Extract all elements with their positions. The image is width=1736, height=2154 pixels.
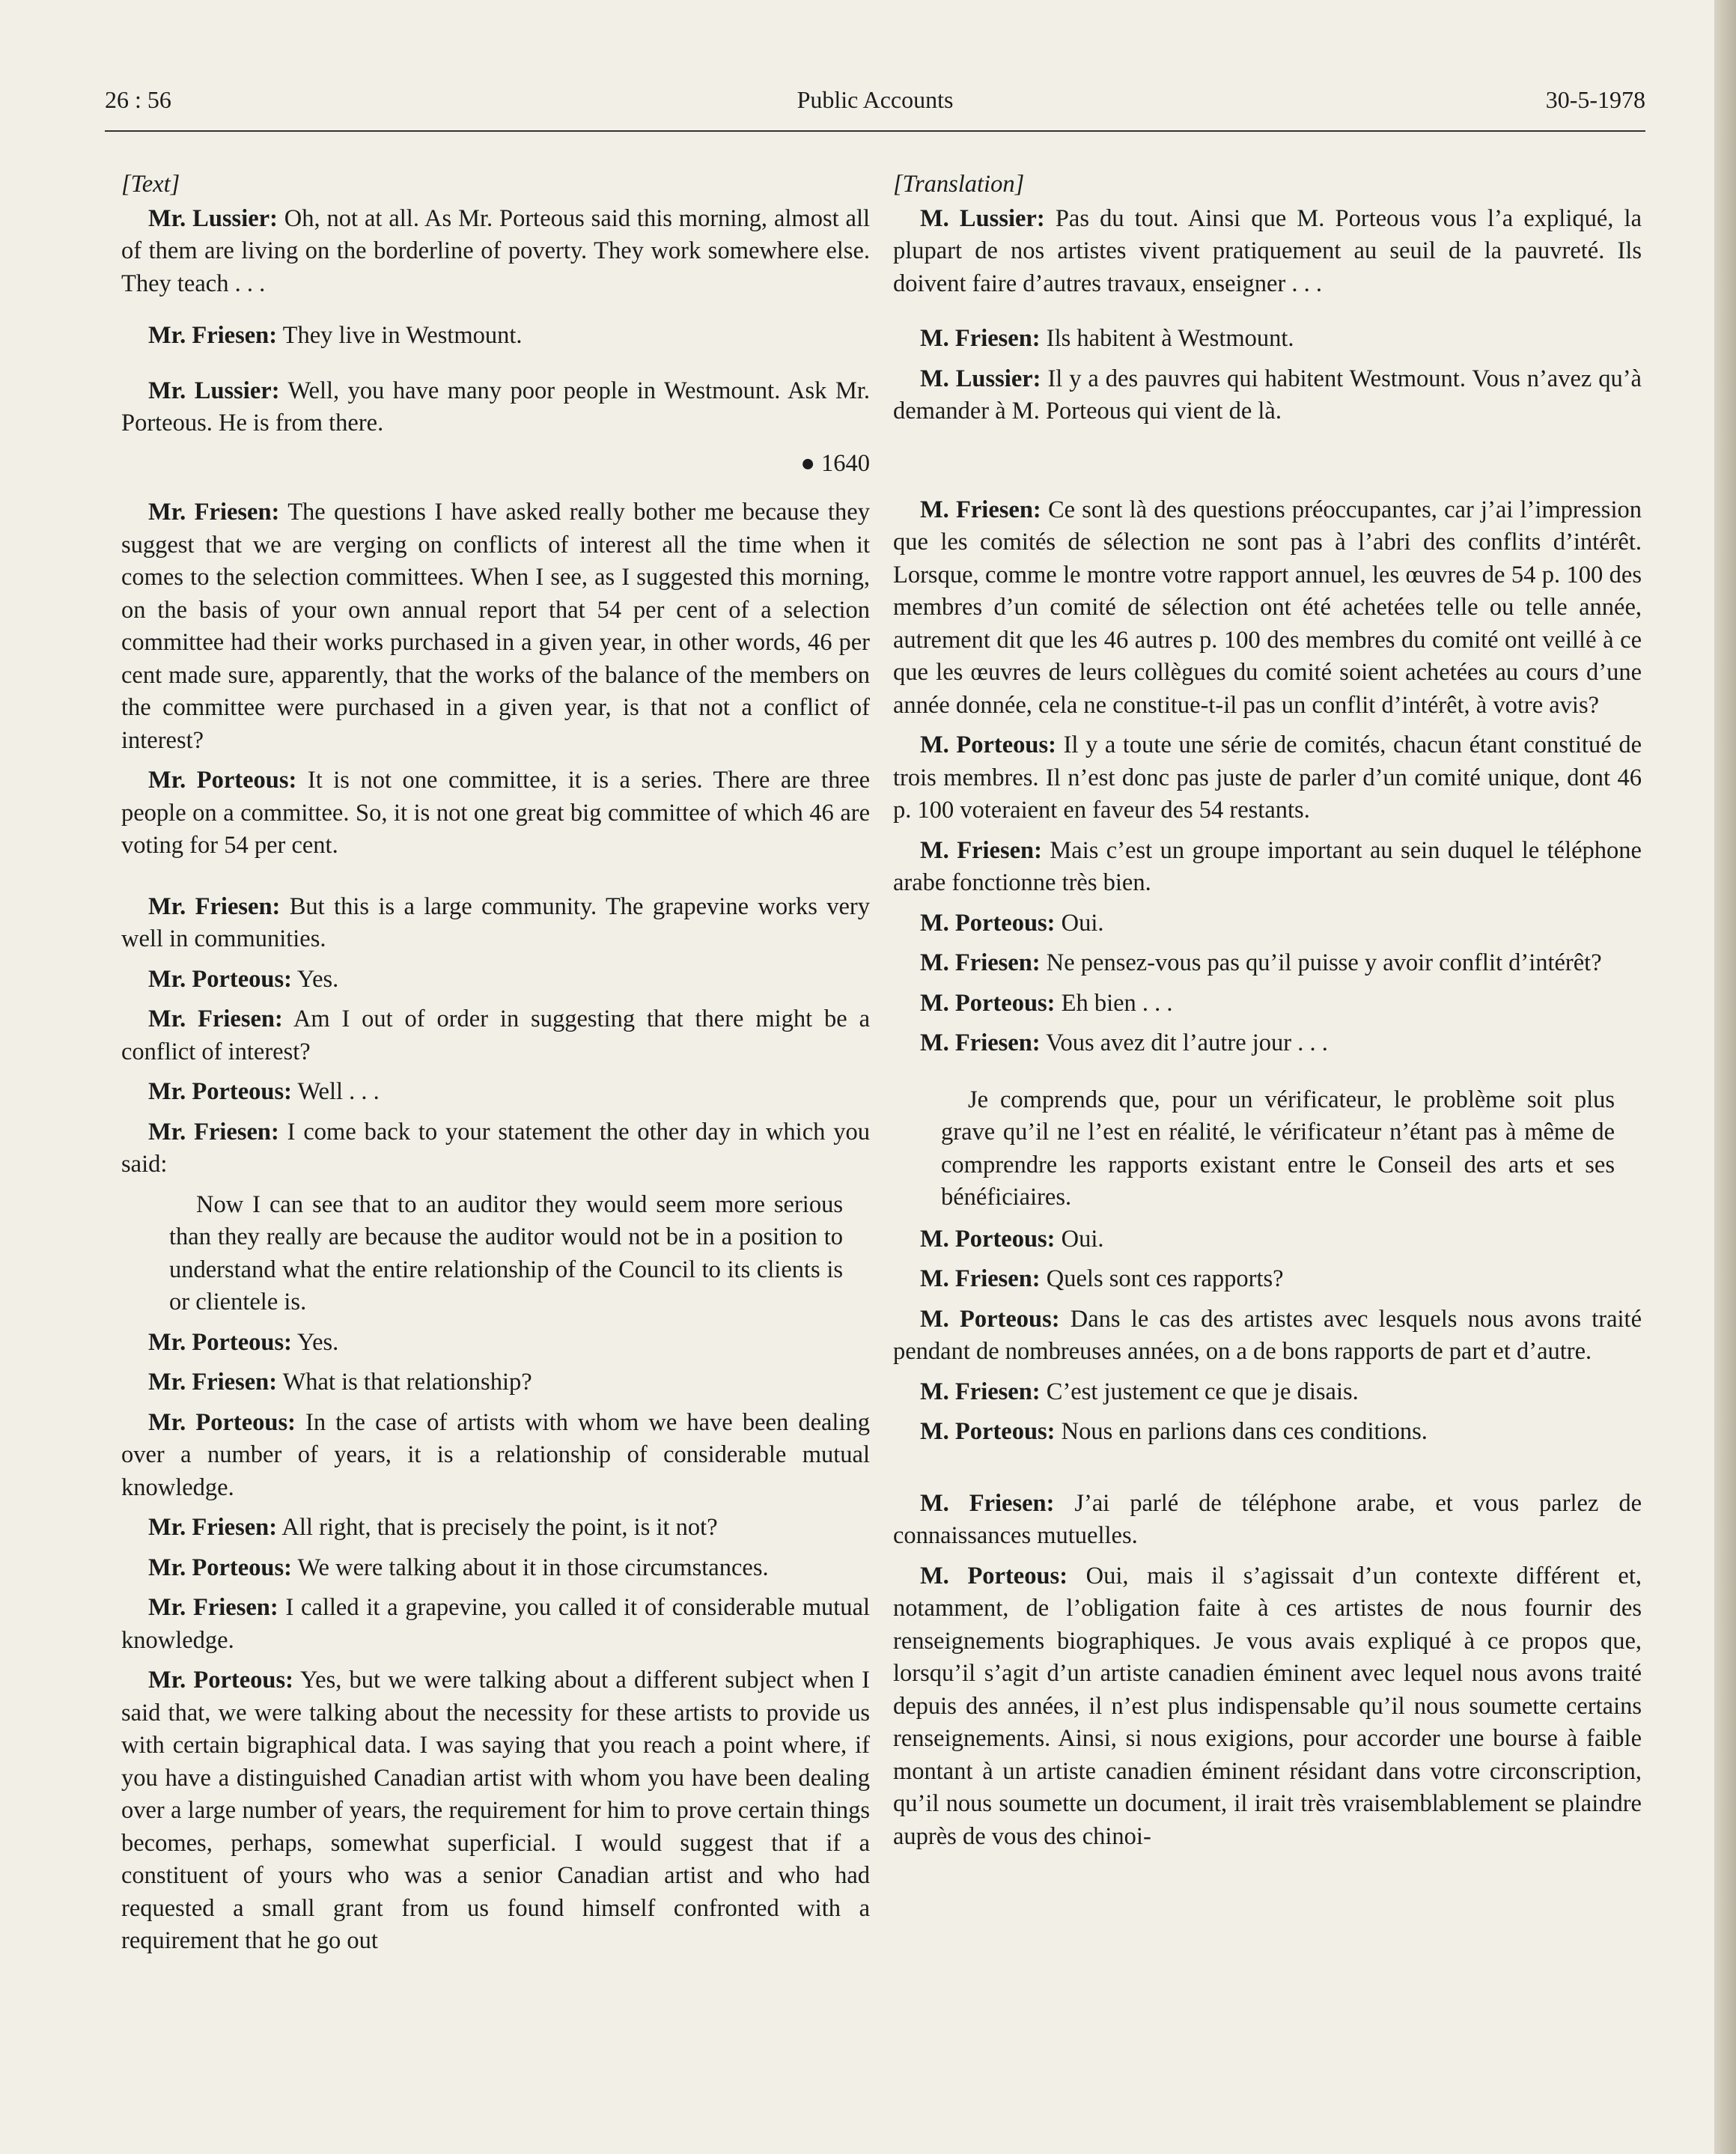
english-column	[121, 168, 870, 1965]
speech: J’ai parlé de téléphone arabe, et vous parlez de connaissances mutuelles.	[893, 1489, 1642, 1549]
speech: The questions I have asked really bother me because they suggest that we are verging on conflicts of interest all the time when it comes to the selection committees. When I see, as I suggested this morning, on the basis of your own annual report that 54 per cent of a selection committee had their works purchased in a given year, in other words, 46 per cent made sure, apparently, that the works of the balance of the members on the committee were purchased in a given year, is that not a conflict of interest?	[121, 499, 870, 754]
speech: Il y a toute une série de comités, chacun étant constitué de trois membres. Il n’est donc pas juste de parler d’un comité unique, dont 46 p. 100 voteraient en faveur des 54 restants.	[893, 731, 1642, 824]
text-tag: [Text]	[121, 171, 180, 198]
speech: Ils habitent à Westmount.	[1040, 325, 1294, 352]
speaker: Mr. Friesen:	[148, 1005, 283, 1032]
paragraph	[893, 1303, 1642, 1369]
paragraph	[893, 1376, 1642, 1409]
speaker: M. Friesen:	[920, 325, 1041, 352]
paragraph	[121, 1664, 870, 1958]
speech: In the case of artists with whom we have been dealing over a number of years, it is a relationship of considerable mutual knowledge.	[121, 1408, 870, 1501]
speaker: Mr. Lussier:	[148, 204, 278, 232]
block-quote: Now I can see that to an auditor they would seem more serious than they really are because the auditor would not be in a position to understand what the entire relationship of the Council to its clients is or clientele is.	[169, 1190, 843, 1315]
page-date: 30-5-1978	[1545, 86, 1645, 113]
speaker: M. Friesen:	[920, 1265, 1041, 1292]
speech: Il y a des pauvres qui habitent Westmount. Vous n’avez qu’à demander à M. Porteous qui vient de là.	[893, 365, 1642, 425]
speech: It is not one committee, it is a series. There are three people on a committee. So, it is not one great big committee of which 46 are voting for 54 per cent.	[121, 767, 870, 859]
speech: Oui, mais il s’agissait d’un contexte différent et, notamment, de l’obligation faite à ces artistes de nous fournir des renseignements biographiques. Je vous avais expliqué à ce propos que, lorsqu’il s’agit d’un artiste canadien éminent avec lequel nous avons traité depuis des années, il n’est plus indispensable qu’il nous soumette certains renseignements. Ainsi, si nous exigions, pour accorder une bourse à faible montant à un artiste canadien éminent résidant dans votre circonscription, qu’il nous soumette un document, il irait très vraisemblablement se plaindre auprès de vous des chinoi-	[893, 1562, 1642, 1850]
speech: But this is a large community. The grapevine works very well in communities.	[121, 892, 870, 952]
running-title: Public Accounts	[797, 86, 954, 113]
speech: Nous en parlions dans ces conditions.	[1055, 1418, 1428, 1445]
translation-tag: [Translation]	[893, 171, 1025, 198]
paragraph	[121, 764, 870, 862]
speaker: Mr. Porteous:	[148, 1078, 292, 1105]
paragraph	[121, 1552, 870, 1585]
paragraph	[121, 375, 870, 440]
paragraph	[893, 1416, 1642, 1449]
speaker: Mr. Porteous:	[148, 1667, 293, 1694]
speech: Well . . .	[291, 1078, 380, 1105]
speaker: Mr. Porteous:	[148, 1408, 296, 1436]
paragraph	[121, 1366, 870, 1399]
paragraph	[121, 891, 870, 956]
page-header	[105, 81, 1645, 132]
speaker: M. Porteous:	[920, 989, 1056, 1017]
speaker: Mr. Friesen:	[148, 1594, 278, 1621]
speaker: M. Friesen:	[920, 1378, 1041, 1405]
page-number: 26 : 56	[105, 86, 171, 113]
speech: Yes, but we were talking about a different subject when I said that, we were talking about the necessity for these artists to provide us with certain bigraphical data. I was saying that you reach a point where, if you have a distinguished Canadian artist with whom you have been dealing over a large number of years, the requirement for him to prove certain things becomes, perhaps, somewhat superficial. I would suggest that if a constituent of yours who was a senior Canadian artist and who had requested a small grant from us found himself confronted with a requirement that he go out	[121, 1667, 870, 1954]
speaker: M. Friesen:	[920, 496, 1041, 523]
speaker: Mr. Porteous:	[148, 767, 297, 794]
speech: All right, that is precisely the point, is it not?	[277, 1514, 718, 1541]
speech: Am I out of order in suggesting that there might be a conflict of interest?	[121, 1005, 870, 1065]
speech: Mais c’est un groupe important au sein duquel le téléphone arabe fonctionne très bien.	[893, 836, 1642, 896]
speaker: M. Friesen:	[920, 1489, 1055, 1517]
speech: We were talking about it in those circumstances.	[291, 1554, 769, 1581]
speech: Yes.	[291, 1328, 339, 1356]
speaker: M. Lussier:	[920, 204, 1045, 232]
paragraph	[893, 947, 1642, 980]
speaker: M. Porteous:	[920, 1225, 1056, 1253]
speaker: Mr. Porteous:	[148, 965, 292, 993]
paragraph	[893, 363, 1642, 428]
speaker: Mr. Porteous:	[148, 1554, 292, 1581]
speech: Ne pensez-vous pas qu’il puisse y avoir conflit d’intérêt?	[1040, 949, 1602, 976]
paragraph	[121, 1512, 870, 1545]
paragraph	[893, 1560, 1642, 1854]
speaker: Mr. Friesen:	[148, 499, 280, 526]
speech: Dans le cas des artistes avec lesquels nous avons traité pendant de nombreuses années, on a de bons rapports de part et d’autre.	[893, 1305, 1642, 1365]
speaker: M. Friesen:	[920, 836, 1042, 864]
binding-gutter	[1714, 0, 1736, 2154]
paragraph	[121, 1116, 870, 1181]
paragraph	[893, 323, 1642, 356]
paragraph	[893, 494, 1642, 722]
speech: Oui.	[1055, 909, 1104, 937]
paragraph	[893, 1223, 1642, 1256]
speech: Pas du tout. Ainsi que M. Porteous vous l’a expliqué, la plupart de nos artistes vivent pratiquement au seuil de la pauvreté. Ils doivent faire d’autres travaux, enseigner . . .	[893, 204, 1642, 297]
speech: I called it a grapevine, you called it of considerable mutual knowledge.	[121, 1594, 870, 1654]
speaker: Mr. Friesen:	[148, 322, 278, 349]
paragraph	[893, 1488, 1642, 1553]
speaker: M. Friesen:	[920, 949, 1041, 976]
speaker: Mr. Friesen:	[148, 892, 281, 920]
paragraph	[121, 1327, 870, 1360]
paragraph	[893, 203, 1642, 301]
paragraph	[893, 1263, 1642, 1296]
paragraph	[121, 1076, 870, 1109]
speaker: Mr. Porteous:	[148, 1328, 292, 1356]
speaker: Mr. Friesen:	[148, 1369, 278, 1396]
speaker: M. Porteous:	[920, 1305, 1060, 1333]
speech: Ce sont là des questions préoccupantes, car j’ai l’impression que les comités de sélection ne sont pas à l’abri des conflits d’intérêt. Lorsque, comme le montre votre rapport annuel, les œuvres de 54 p. 100 des membres d’un comité de sélection ont été achetées telle ou telle année, autrement dit que les 46 autres p. 100 des membres du comité ont veillé à ce que les œuvres de leurs collègues du comité soient achetées au cours d’une année donnée, cela ne constitue-t-il pas un conflit d’intérêt, à votre avis?	[893, 496, 1642, 719]
speech: C’est justement ce que je disais.	[1040, 1378, 1359, 1405]
paragraph	[121, 964, 870, 997]
paragraph	[893, 907, 1642, 940]
paragraph	[121, 1592, 870, 1657]
paragraph	[121, 203, 870, 301]
speaker: M. Porteous:	[920, 731, 1056, 758]
paragraph	[121, 320, 870, 353]
speaker: Mr. Friesen:	[148, 1118, 279, 1146]
speech: I come back to your statement the other day in which you said:	[121, 1118, 870, 1178]
translation-column	[893, 168, 1642, 1861]
speaker: Mr. Friesen:	[148, 1514, 278, 1541]
paragraph	[893, 835, 1642, 900]
speaker: M. Friesen:	[920, 1029, 1041, 1056]
paragraph	[121, 1407, 870, 1505]
speaker: Mr. Lussier:	[148, 377, 280, 404]
paragraph	[893, 729, 1642, 827]
speech: Vous avez dit l’autre jour . . .	[1040, 1029, 1328, 1056]
paragraph	[893, 1027, 1642, 1060]
paragraph	[121, 496, 870, 757]
speech: They live in Westmount.	[277, 322, 523, 349]
paragraph	[121, 1003, 870, 1068]
speech: Eh bien . . .	[1055, 989, 1173, 1017]
block-quote: Je comprends que, pour un vérificateur, le problème soit plus grave qu’il ne l’est en réalité, le vérificateur n’étant pas à même de comprendre les rapports existant entre le Conseil des arts et ses bénéficiaires.	[941, 1086, 1615, 1211]
speaker: M. Porteous:	[920, 1562, 1068, 1589]
speech: Quels sont ces rapports?	[1040, 1265, 1284, 1292]
speech: Oui.	[1055, 1225, 1104, 1253]
time-marker: ● 1640	[800, 449, 870, 477]
speaker: M. Lussier:	[920, 365, 1041, 392]
paragraph	[893, 988, 1642, 1020]
speaker: M. Porteous:	[920, 909, 1056, 937]
speech: Oh, not at all. As Mr. Porteous said this morning, almost all of them are living on the borderline of poverty. They work somewhere else. They teach . . .	[121, 204, 871, 297]
speech: Well, you have many poor people in Westmount. Ask Mr. Porteous. He is from there.	[121, 377, 870, 436]
speaker: M. Porteous:	[920, 1418, 1056, 1445]
speech: What is that relationship?	[277, 1369, 532, 1396]
speech: Yes.	[291, 965, 339, 993]
